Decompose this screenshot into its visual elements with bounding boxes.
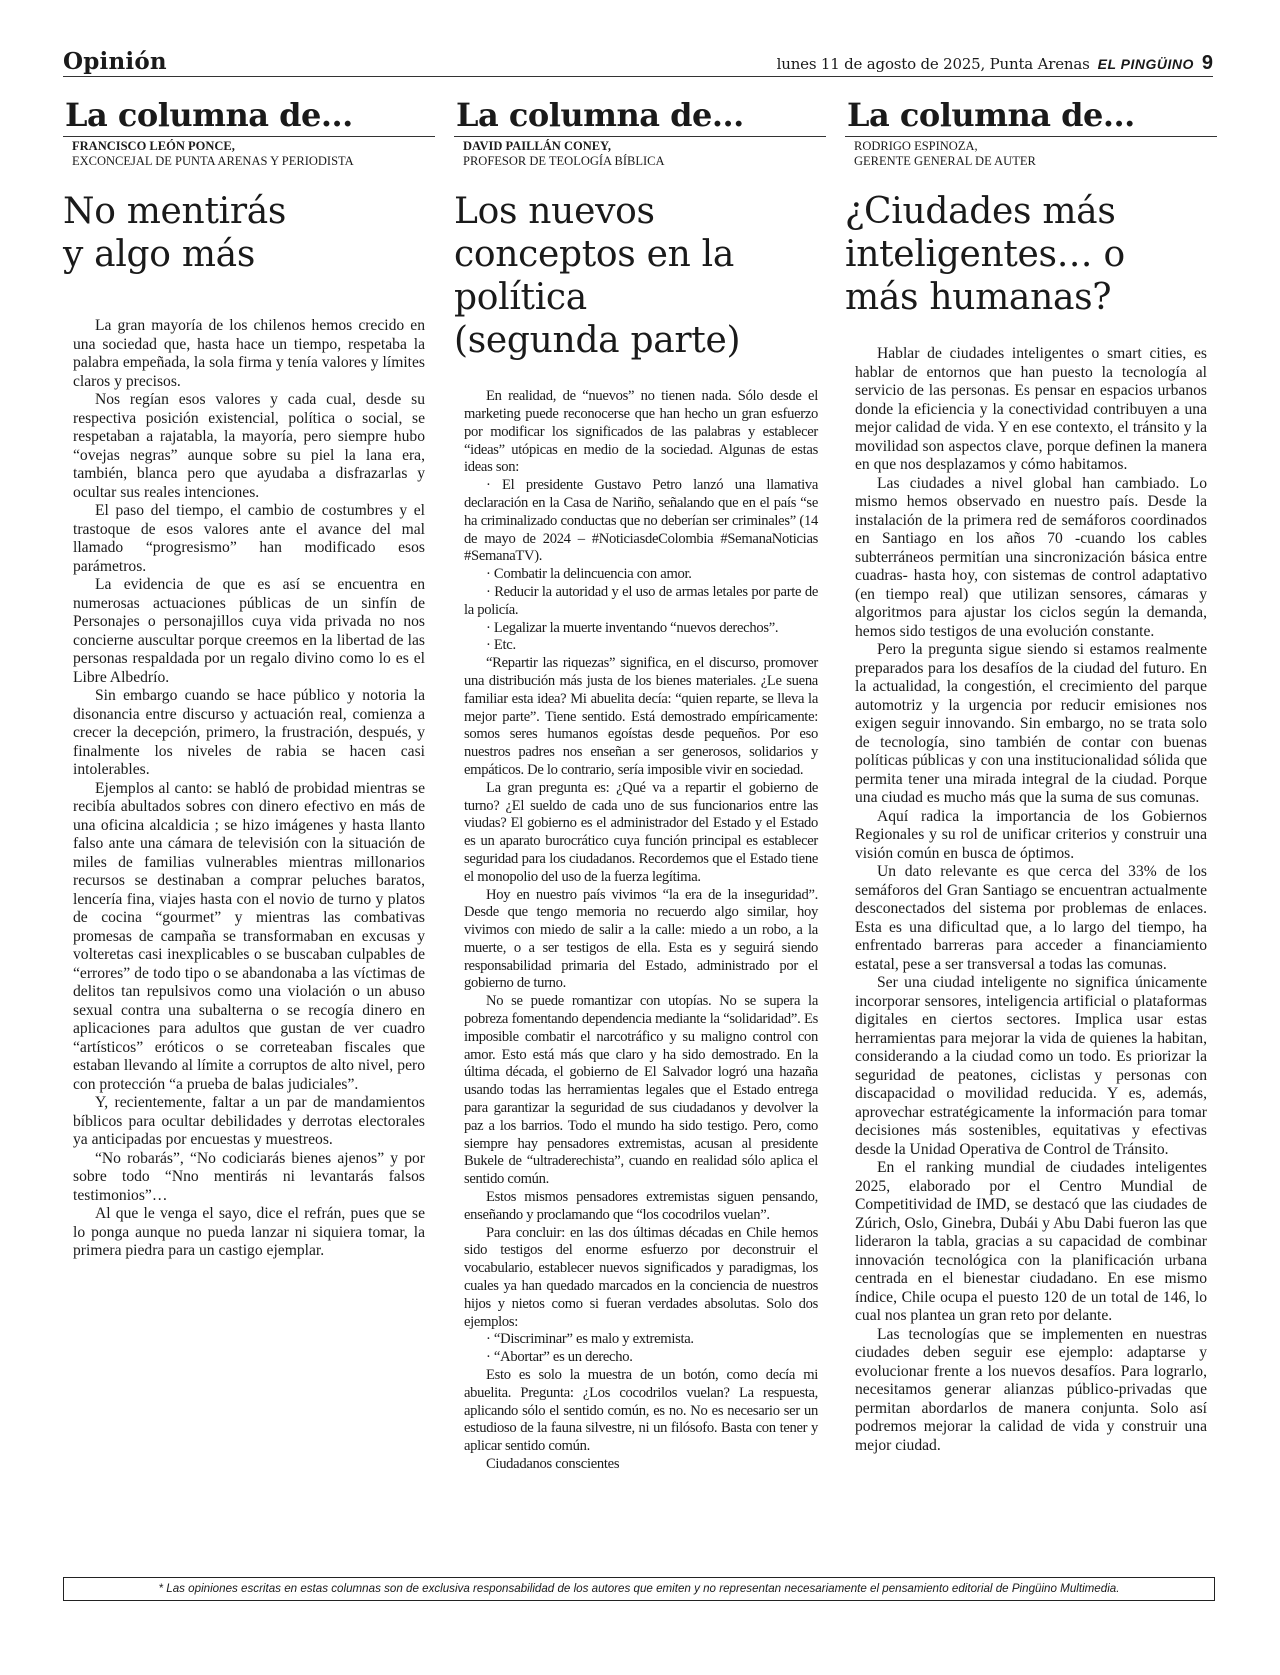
column-paillan-coney xyxy=(454,98,826,1474)
article-paragraph: Estos mismos pensadores extremistas siguen pensando, enseñando y proclamando que “los cocodrilos vuelan”. xyxy=(464,1189,818,1223)
article-paragraph: · El presidente Gustavo Petro lanzó una llamativa declaración en la Casa de Nariño, señalando que en el país “se ha criminalizado conductas que no deberían ser criminales” (14 de mayo de 2024 – #NoticiasdeColombia #SemanaNoticias #SemanaTV). xyxy=(464,477,818,565)
article-paragraph: Pero la pregunta sigue siendo si estamos realmente preparados para los desafíos de la ciudad del futuro. En la actualidad, la congestión, el crecimiento del parque automotriz y la urgencia por reducir emisiones nos exigen seguir innovando. Sin embargo, no se trata solo de tecnología, sino también de contar con buenas políticas públicas y con una institucionalidad sólida que permita tener una mirada integral de la ciudad. Porque una ciudad es mucho más que la suma de sus comunas. xyxy=(855,641,1207,807)
author-role: PROFESOR DE TEOLOGÍA BÍBLICA xyxy=(463,154,665,169)
article-paragraph: Las ciudades a nivel global han cambiado. Lo mismo hemos observado en nuestro país. Desde la instalación de la primera red de semáforos coordinados en Santiago en los años 70 -cuando los cables subterráneos permitían una sincronización básica entre cuadras- hasta hoy, con sistemas de control adaptativo (en tiempo real) que utilizan sensores, cámaras y algoritmos para ajustar los ciclos según la demanda, hemos sido testigos de una evolución constante. xyxy=(855,474,1207,640)
article-body xyxy=(464,388,818,1474)
article-paragraph: · Reducir la autoridad y el uso de armas letales por parte de la policía. xyxy=(464,583,818,618)
column-kicker: La columna de... xyxy=(65,96,353,134)
article-headline: ¿Ciudades más inteligentes… o más humanas? xyxy=(845,191,1125,319)
column-espinoza xyxy=(845,98,1217,1455)
article-paragraph: En realidad, de “nuevos” no tienen nada. Sólo desde el marketing puede reconocerse que han hecho un gran esfuerzo por modificar los significados de las palabras y establecer “ideas” utópicas en medio de la sociedad. Algunas de estas ideas son: xyxy=(464,388,818,476)
article-paragraph: Las tecnologías que se implementen en nuestras ciudades deben seguir ese ejemplo: adaptarse y evolucionar frente a los nuevos desafíos. Para lograrlo, necesitamos generar alianzas público-privadas que permitan abordarlos de manera conjunta. Solo así podremos mejorar la calidad de vida y construir una mejor ciudad. xyxy=(855,1325,1207,1454)
article-paragraph: La evidencia de que es así se encuentra en numerosas actuaciones públicas de un sinfín de Personajes o personajillos cuya vida privada no nos concierne auscultar porque creemos en la libertad de las personas respaldada por un regalo divino como lo es el Libre Albedrío. xyxy=(73,576,425,686)
column-leon-ponce xyxy=(63,98,435,1261)
column-kicker: La columna de... xyxy=(456,96,744,134)
kicker-rule xyxy=(454,136,826,137)
article-paragraph: Y, recientemente, faltar a un par de mandamientos bíblicos para ocultar debilidades y derrotas electorales ya anticipadas por encuestas y muestreos. xyxy=(73,1094,425,1149)
article-paragraph: · Combatir la delincuencia con amor. xyxy=(486,566,692,583)
page-number: 9 xyxy=(1201,52,1213,74)
article-paragraph: Ejemplos al canto: se habló de probidad mientras se recibía abultados sobres con dinero efectivo en más de una oficina alcaldicia ; se hizo imágenes y hasta llanto falso ante una cámara de televisión con la situación de miles de familias vulnerables mientras millonarios recursos se destinaban a comprar peluches baratos, lencería fina, viajes hasta con el novio de turno y platos de cocina “gourmet” y mientras las combativas promesas de campaña se transformaban en excusas y volteretas casi inexplicables o se buscaban culpables de “errores” de todo tipo o se abandonaba a las víctimas de delitos tan repulsivos como una violación o un abuso sexual contra una subalterna o se recogía dinero en aplicaciones para adultos que gustan de ver cuadro “artísticos” eróticos o se correteaban fiscales que estaban llevando al límite a corruptos de alto nivel, pero con protección “a prueba de balas judiciales”. xyxy=(73,779,425,1093)
article-paragraph: · “Discriminar” es malo y extremista. xyxy=(486,1331,694,1348)
article-paragraph: Aquí radica la importancia de los Gobiernos Regionales y su rol de unificar criterios y construir una visión común en busca de óptimos. xyxy=(855,807,1207,862)
article-paragraph: Hoy en nuestro país vivimos “la era de la inseguridad”. Desde que tengo memoria no recuerdo algo similar, hoy vivimos con miedo de salir a la calle: miedo a un robo, a la muerte, o a ser testigos de ella. Esta es y seguirá siendo responsabilidad primaria del Estado, administrado por el gobierno de turno. xyxy=(464,886,818,992)
article-paragraph: En el ranking mundial de ciudades inteligentes 2025, elaborado por el Centro Mundial de Competitividad de IMD, se destacó que las ciudades de Zúrich, Oslo, Ginebra, Dubái y Abu Dabi fueron las que lideraron la tabla, gracias a su capacidad de combinar innovación tecnológica con la planificación urbana centrada en el bienestar ciudadano. En ese mismo índice, Chile ocupa el puesto 120 de un total de 146, lo cual nos plantea un gran reto por delante. xyxy=(855,1159,1207,1325)
article-paragraph: Al que le venga el sayo, dice el refrán, pues que se lo ponga aunque no pueda lanzar ni siquiera tomar, la primera piedra para un castigo ejemplar. xyxy=(73,1205,425,1260)
kicker-rule xyxy=(63,136,435,137)
article-paragraph: · Etc. xyxy=(486,637,516,654)
article-paragraph: “Repartir las riquezas” significa, en el discurso, promover una distribución más justa de los bienes materiales. ¿Le suena familiar esta idea? Mi abuelita decía: “quien reparte, se lleva la mejor parte”. Tiene sentido. Está demostrado empíricamente: somos seres humanos egoístas desde pequeños. Por eso nuestros padres nos enseñan a ser generosos, solidarios y empáticos. De lo contrario, sería imposible vivir en sociedad. xyxy=(464,655,818,778)
article-paragraph: Ciudadanos conscientes xyxy=(486,1456,620,1472)
kicker-rule xyxy=(845,136,1217,137)
publication-logo: EL PINGÜINO xyxy=(1097,56,1194,72)
article-paragraph: “No robarás”, “No codiciarás bienes ajenos” y por sobre todo “Nno mentirás ni levantarás falsos testimonios”… xyxy=(73,1149,425,1204)
article-paragraph: El paso del tiempo, el cambio de costumbres y el trastoque de esos valores ante el avance del mal llamado “progresismo” han modificado esos parámetros. xyxy=(73,502,425,575)
article-paragraph: · Legalizar la muerte inventando “nuevos derechos”. xyxy=(486,619,779,636)
article-paragraph: Para concluir: en las dos últimas décadas en Chile hemos sido testigos del enorme esfuerzo por deconstruir el vocabulario, establecer nuevos significados y paradigmas, los cuales ya han quedado marcados en la conciencia de nuestros hijos y nietos como si fueran verdades absolutas. Solo dos ejemplos: xyxy=(464,1224,818,1330)
article-paragraph: Esto es solo la muestra de un botón, como decía mi abuelita. Pregunta: ¿Los cocodrilos vuelan? La respuesta, aplicando sólo el sentido común, es no. No es necesario ser un estudioso de la fauna silvestre, ni un filósofo. Basta con tener y aplicar sentido común. xyxy=(464,1367,818,1455)
column-kicker: La columna de... xyxy=(847,96,1135,134)
article-body xyxy=(855,345,1207,1455)
author-role: GERENTE GENERAL DE AUTER xyxy=(854,154,1036,169)
author-name: RODRIGO ESPINOZA, xyxy=(854,139,978,154)
author-byline xyxy=(845,139,1217,169)
article-headline: Los nuevos conceptos en la política (segunda parte) xyxy=(454,191,741,362)
page-header xyxy=(63,46,1213,77)
article-paragraph: Ser una ciudad inteligente no significa únicamente incorporar sensores, inteligencia artificial o plataformas digitales en ciertos sectores. Implica usar estas herramientas para mejorar la vida de quienes la habitan, considerando a la ciudad como un todo. Es priorizar la seguridad de peatones, ciclistas y personas con discapacidad o movilidad reducida. Y es, además, aprovechar estratégicamente la información para tomar decisiones más sostenibles, equitativas y efectivas desde la Unidad Operativa de Control de Tránsito. xyxy=(855,974,1207,1158)
article-headline: No mentirás y algo más xyxy=(63,191,287,276)
author-name: FRANCISCO LEÓN PONCE, xyxy=(72,139,235,154)
article-paragraph: No se puede romantizar con utopías. No se supera la pobreza fomentando dependencia mediante la “solidaridad”. Es imposible combatir el narcotráfico y su maligno control con amor. Esto está más que claro y ha sido demostrado. En la última década, el gobierno de El Salvador logró una hazaña usando todas las herramientas legales que el Estado entrega para garantizar la seguridad de sus ciudadanos y devolver la paz a los barrios. Todo el mundo ha sido testigo. Pero, como siempre hay pensadores extremistas, acusan al presidente Bukele de “ultraderechista”, cuando en realidad sólo aplica el sentido común. xyxy=(464,993,818,1188)
section-title: Opinión xyxy=(63,48,167,75)
article-body xyxy=(73,317,425,1261)
author-byline xyxy=(63,139,435,169)
author-role: EXCONCEJAL DE PUNTA ARENAS Y PERIODISTA xyxy=(72,154,354,169)
date-place: lunes 11 de agosto de 2025, Punta Arenas xyxy=(776,55,1090,73)
article-paragraph: Hablar de ciudades inteligentes o smart cities, es hablar de entornos que han puesto la tecnología al servicio de las personas. Es pensar en espacios urbanos donde la eficiencia y la conectividad contribuyen a una mejor calidad de vida. Y en ese contexto, el tránsito y la movilidad son aspectos clave, porque definen la manera en que nos desplazamos y cómo habitamos. xyxy=(855,345,1207,474)
header-info xyxy=(777,52,1213,75)
disclaimer-footer: * Las opiniones escritas en estas columnas son de exclusiva responsabilidad de los autores que emiten y no representan necesariamente el pensamiento editorial de Pingüino Multimedia. xyxy=(63,1577,1215,1601)
article-paragraph: Sin embargo cuando se hace público y notoria la disonancia entre discurso y actuación real, comienza a crecer la decepción, primero, la frustración, después, y finalmente los niveles de rabia se hacen casi intolerables. xyxy=(73,687,425,779)
article-paragraph: Un dato relevante es que cerca del 33% de los semáforos del Gran Santiago se encuentran actualmente desconectados del sistema por problemas de enlaces. Esta es una dificultad que, a lo largo del tiempo, ha enfrentado barreras para acceder a financiamiento estatal, pese a ser transversal a todas las comunas. xyxy=(855,863,1207,973)
article-paragraph: · “Abortar” es un derecho. xyxy=(486,1349,633,1366)
article-paragraph: La gran pregunta es: ¿Qué va a repartir el gobierno de turno? ¿El sueldo de cada uno de sus funcionarios entre las viudas? El gobierno es el administrador del Estado y el Estado es un aparato burocrático cuya función principal es establecer seguridad para los ciudadanos. Recordemos que el Estado tiene el monopolio del uso de la fuerza legítima. xyxy=(464,779,818,885)
author-byline xyxy=(454,139,826,169)
article-paragraph: Nos regían esos valores y cada cual, desde su respectiva posición existencial, política o social, se respetaban a rajatabla, la mayoría, pero siempre hubo “ovejas negras” aunque sobre su piel la lana era, también, blanca pero que ayudaba a disfrazarlas y ocultar sus reales intenciones. xyxy=(73,391,425,501)
author-name: DAVID PAILLÁN CONEY, xyxy=(463,139,612,154)
article-paragraph: La gran mayoría de los chilenos hemos crecido en una sociedad que, hasta hace un tiempo, respetaba la palabra empeñada, la sola firma y tenía valores y límites claros y precisos. xyxy=(73,317,425,390)
